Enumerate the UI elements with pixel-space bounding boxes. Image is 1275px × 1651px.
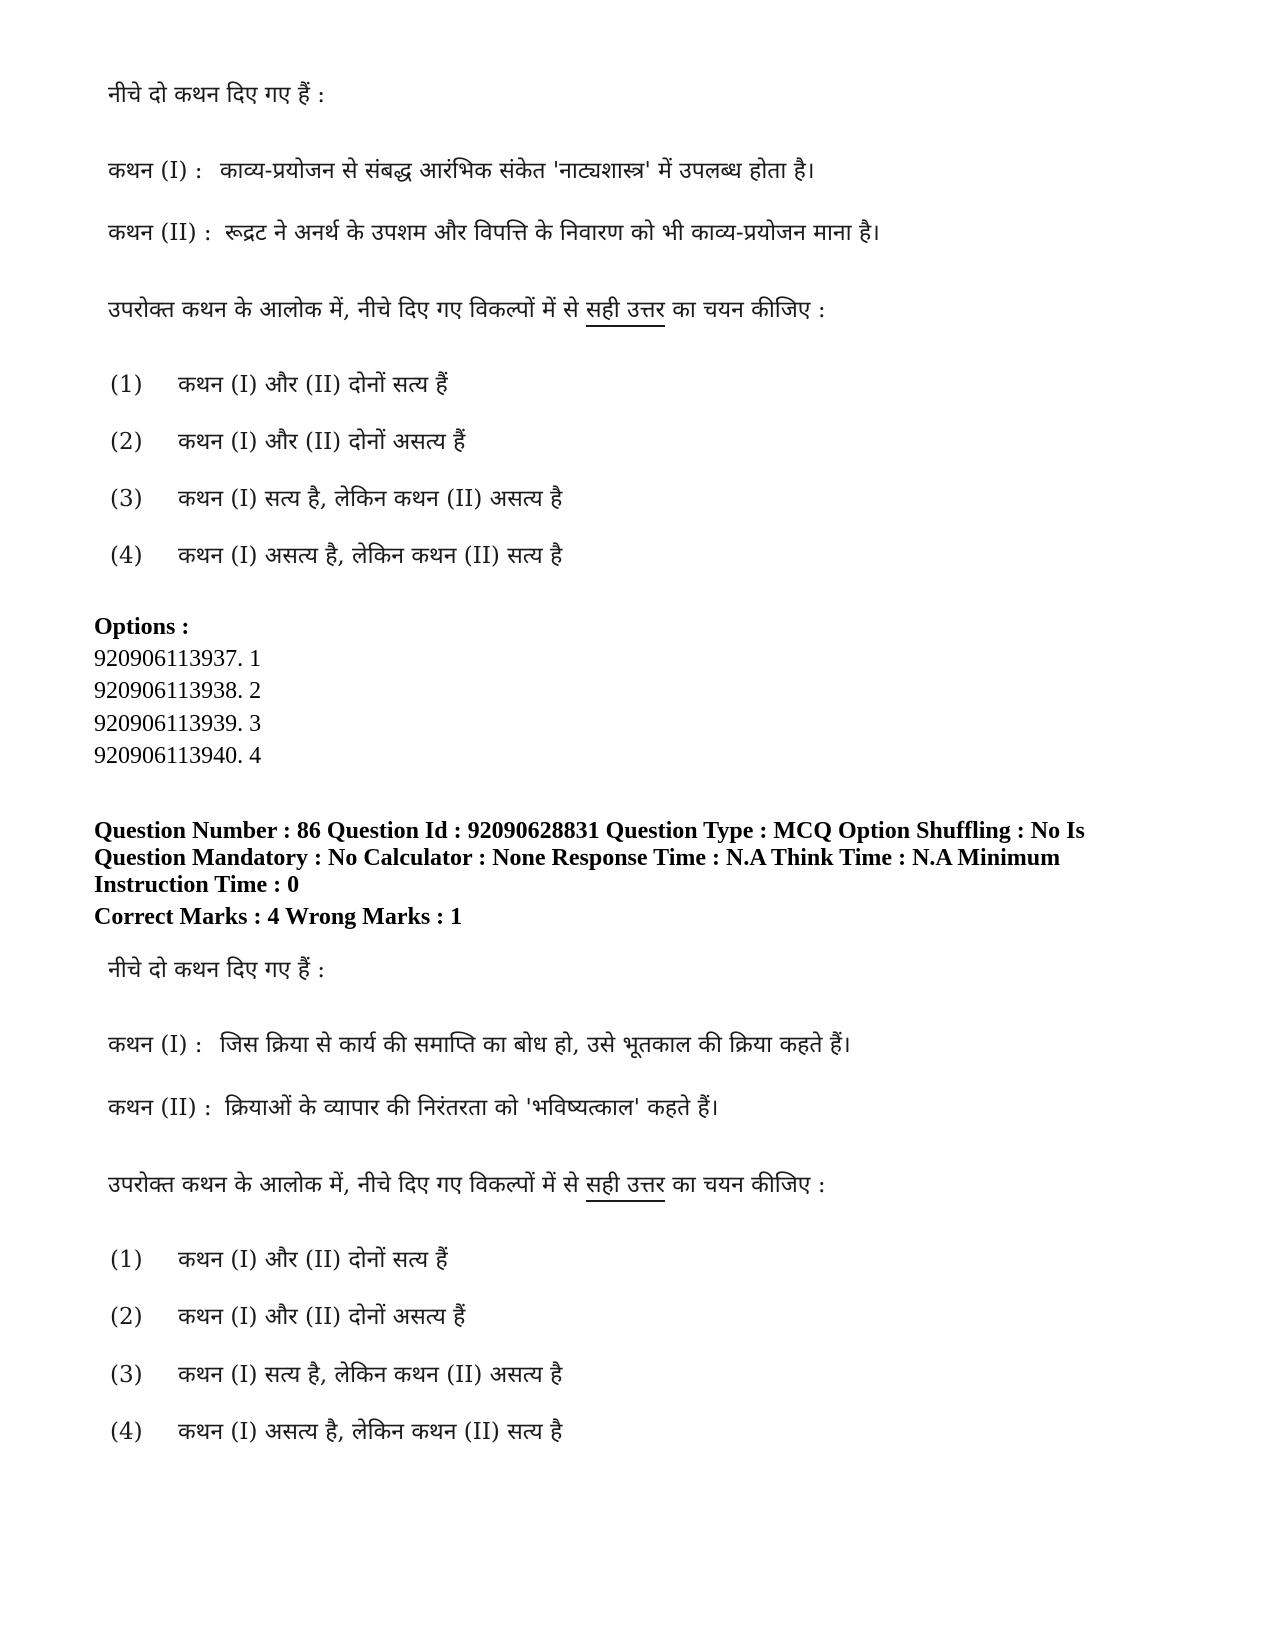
q86-meta-line-1: Question Number : 86 Question Id : 92090628831 Question Type : MCQ Option Shuffling : No Is	[94, 818, 1085, 844]
instruction-underlined: सही उत्तर	[586, 1172, 665, 1202]
statement-text: जिस क्रिया से कार्य की समाप्ति का बोध हो, उसे भूतकाल की क्रिया कहते हैं।	[219, 1032, 851, 1058]
q86-intro: नीचे दो कथन दिए गए हैं :	[108, 957, 326, 983]
q85-intro: नीचे दो कथन दिए गए हैं :	[108, 82, 326, 108]
choice-text: कथन (I) और (II) दोनों सत्य हैं	[178, 372, 448, 398]
statement-text: रूद्रट ने अनर्थ के उपशम और विपत्ति के निवारण को भी काव्य-प्रयोजन माना है।	[224, 220, 880, 246]
option-line-3: 920906113939. 3	[94, 711, 262, 737]
statement-label: कथन (I) :	[108, 1032, 203, 1058]
q85-statement-1	[108, 156, 815, 186]
instruction-text: उपरोक्त कथन के आलोक में, नीचे दिए गए विकल्पों में से	[108, 297, 579, 323]
q85-statement-2	[108, 218, 880, 248]
options-heading: Options :	[94, 614, 190, 640]
instruction-text: उपरोक्त कथन के आलोक में, नीचे दिए गए विकल्पों में से	[108, 1172, 579, 1198]
option-line-2: 920906113938. 2	[94, 678, 262, 704]
statement-label: कथन (II) :	[108, 220, 212, 246]
choice-number: (4)	[110, 1419, 143, 1445]
q86-marks: Correct Marks : 4 Wrong Marks : 1	[94, 904, 463, 930]
choice-text: कथन (I) सत्य है, लेकिन कथन (II) असत्य है	[178, 486, 563, 512]
statement-text: काव्य-प्रयोजन से संबद्ध आरंभिक संकेत 'नाट्यशास्त्र' में उपलब्ध होता है।	[219, 158, 815, 184]
statement-label: कथन (I) :	[108, 158, 203, 184]
statement-text: क्रियाओं के व्यापार की निरंतरता को 'भविष्यत्काल' कहते हैं।	[224, 1095, 719, 1121]
choice-text: कथन (I) और (II) दोनों सत्य हैं	[178, 1247, 448, 1273]
choice-number: (1)	[110, 372, 143, 398]
choice-number: (2)	[110, 429, 143, 455]
option-line-4: 920906113940. 4	[94, 743, 262, 769]
choice-text: कथन (I) असत्य है, लेकिन कथन (II) सत्य है	[178, 1419, 563, 1445]
q85-instruction	[108, 295, 826, 325]
option-line-1: 920906113937. 1	[94, 646, 262, 672]
choice-number: (3)	[110, 1362, 143, 1388]
q86-meta-line-3: Instruction Time : 0	[94, 872, 300, 898]
q86-statement-2	[108, 1093, 718, 1123]
choice-text: कथन (I) असत्य है, लेकिन कथन (II) सत्य है	[178, 543, 563, 569]
choice-text: कथन (I) और (II) दोनों असत्य हैं	[178, 429, 466, 455]
choice-text: कथन (I) सत्य है, लेकिन कथन (II) असत्य है	[178, 1362, 563, 1388]
instruction-text-end: का चयन कीजिए :	[672, 1172, 826, 1198]
q86-meta-line-2: Question Mandatory : No Calculator : None Response Time : N.A Think Time : N.A Minimum	[94, 845, 1061, 871]
instruction-text-end: का चयन कीजिए :	[672, 297, 826, 323]
choice-number: (3)	[110, 486, 143, 512]
instruction-underlined: सही उत्तर	[586, 297, 665, 327]
choice-text: कथन (I) और (II) दोनों असत्य हैं	[178, 1304, 466, 1330]
choice-number: (2)	[110, 1304, 143, 1330]
q86-instruction	[108, 1170, 826, 1200]
choice-number: (1)	[110, 1247, 143, 1273]
choice-number: (4)	[110, 543, 143, 569]
q86-statement-1	[108, 1030, 851, 1060]
statement-label: कथन (II) :	[108, 1095, 212, 1121]
